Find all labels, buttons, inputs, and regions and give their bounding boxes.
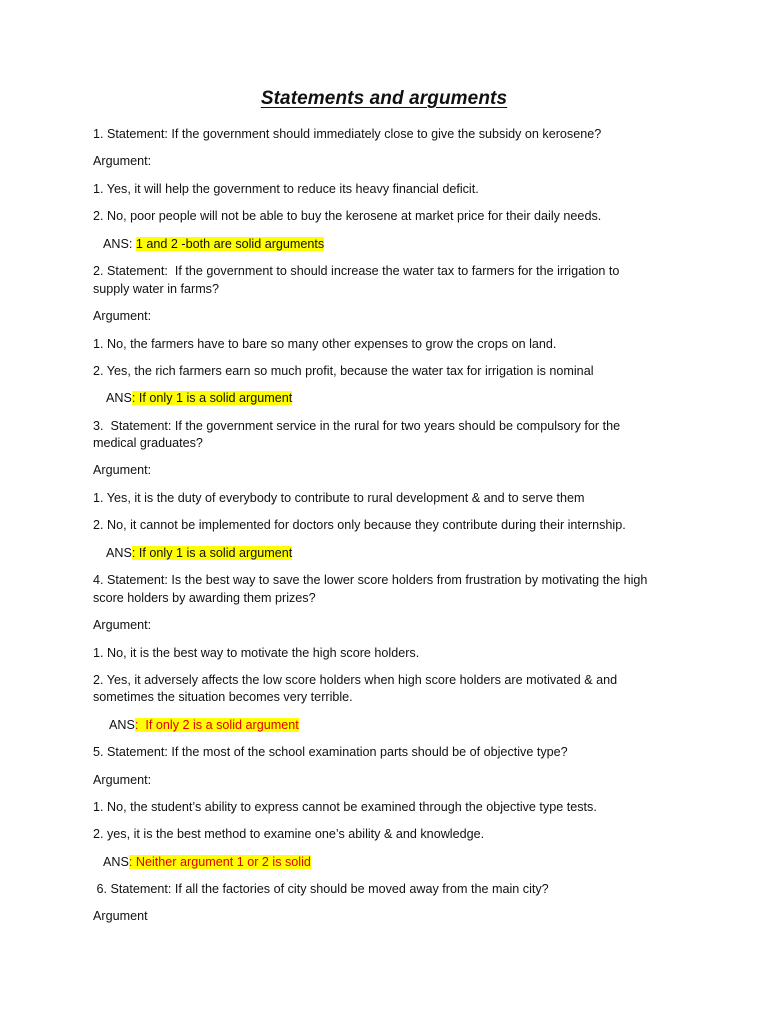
q2-answer-text: : If only 1 is a solid argument bbox=[131, 391, 293, 405]
q4-argument-label: Argument: bbox=[93, 618, 152, 632]
q4-statement-line-2: score holders by awarding them prizes? bbox=[93, 591, 316, 605]
q3-argument-label: Argument: bbox=[93, 463, 152, 477]
q4-answer bbox=[109, 716, 699, 734]
q5-argument-1: 1. No, the student’s ability to express cannot be examined through the objective type tests. bbox=[93, 800, 597, 814]
q3-statement-line-1: 3. Statement: If the government service in the rural for two years should be compulsory for the bbox=[93, 419, 621, 433]
page-title: Statements and arguments bbox=[260, 88, 508, 109]
q6-argument-label: Argument bbox=[93, 909, 148, 923]
q2-answer-prefix: ANS bbox=[106, 391, 132, 405]
q2-statement-line-1: 2. Statement: If the government to should increase the water tax to farmers for the irrigation to bbox=[93, 264, 620, 278]
q5-answer-text: : Neither argument 1 or 2 is solid bbox=[128, 855, 311, 869]
q3-answer-prefix: ANS bbox=[106, 546, 132, 560]
q3-answer-text: : If only 1 is a solid argument bbox=[131, 546, 293, 560]
q1-answer-text: 1 and 2 -both are solid arguments bbox=[135, 237, 325, 251]
q5-answer bbox=[103, 853, 693, 871]
q1-argument-1: 1. Yes, it will help the government to reduce its heavy financial deficit. bbox=[93, 182, 479, 196]
q2-statement-line-2: supply water in farms? bbox=[93, 282, 219, 296]
q6-statement: 6. Statement: If all the factories of city should be moved away from the main city? bbox=[93, 882, 549, 896]
q2-answer bbox=[106, 389, 696, 407]
q5-argument-label: Argument: bbox=[93, 773, 152, 787]
q4-answer-text: : If only 2 is a solid argument bbox=[134, 718, 299, 732]
q2-argument-1: 1. No, the farmers have to bare so many other expenses to grow the crops on land. bbox=[93, 337, 557, 351]
q4-argument-1: 1. No, it is the best way to motivate the high score holders. bbox=[93, 646, 420, 660]
q4-argument-2-line-1: 2. Yes, it adversely affects the low score holders when high score holders are motivated & and bbox=[93, 673, 618, 687]
q3-argument-1: 1. Yes, it is the duty of everybody to contribute to rural development & and to serve them bbox=[93, 491, 585, 505]
q4-argument-2-line-2: sometimes the situation becomes very terrible. bbox=[93, 690, 353, 704]
q3-answer bbox=[106, 544, 696, 562]
q1-argument-label: Argument: bbox=[93, 154, 152, 168]
q2-argument-label: Argument: bbox=[93, 309, 152, 323]
q5-statement: 5. Statement: If the most of the school examination parts should be of objective type? bbox=[93, 745, 568, 759]
q4-answer-prefix: ANS bbox=[109, 718, 135, 732]
q2-argument-2: 2. Yes, the rich farmers earn so much profit, because the water tax for irrigation is nominal bbox=[93, 364, 594, 378]
q4-statement-line-1: 4. Statement: Is the best way to save the lower score holders from frustration by motivating the high bbox=[93, 573, 648, 587]
q3-argument-2: 2. No, it cannot be implemented for doctors only because they contribute during their internship. bbox=[93, 518, 626, 532]
q1-statement: 1. Statement: If the government should immediately close to give the subsidy on kerosene? bbox=[93, 127, 602, 141]
q1-answer bbox=[103, 235, 693, 253]
q1-argument-2: 2. No, poor people will not be able to buy the kerosene at market price for their daily needs. bbox=[93, 209, 602, 223]
q5-answer-prefix: ANS bbox=[103, 855, 129, 869]
q3-statement-line-2: medical graduates? bbox=[93, 436, 203, 450]
q1-answer-prefix: ANS: bbox=[103, 237, 136, 251]
q5-argument-2: 2. yes, it is the best method to examine one’s ability & and knowledge. bbox=[93, 827, 485, 841]
